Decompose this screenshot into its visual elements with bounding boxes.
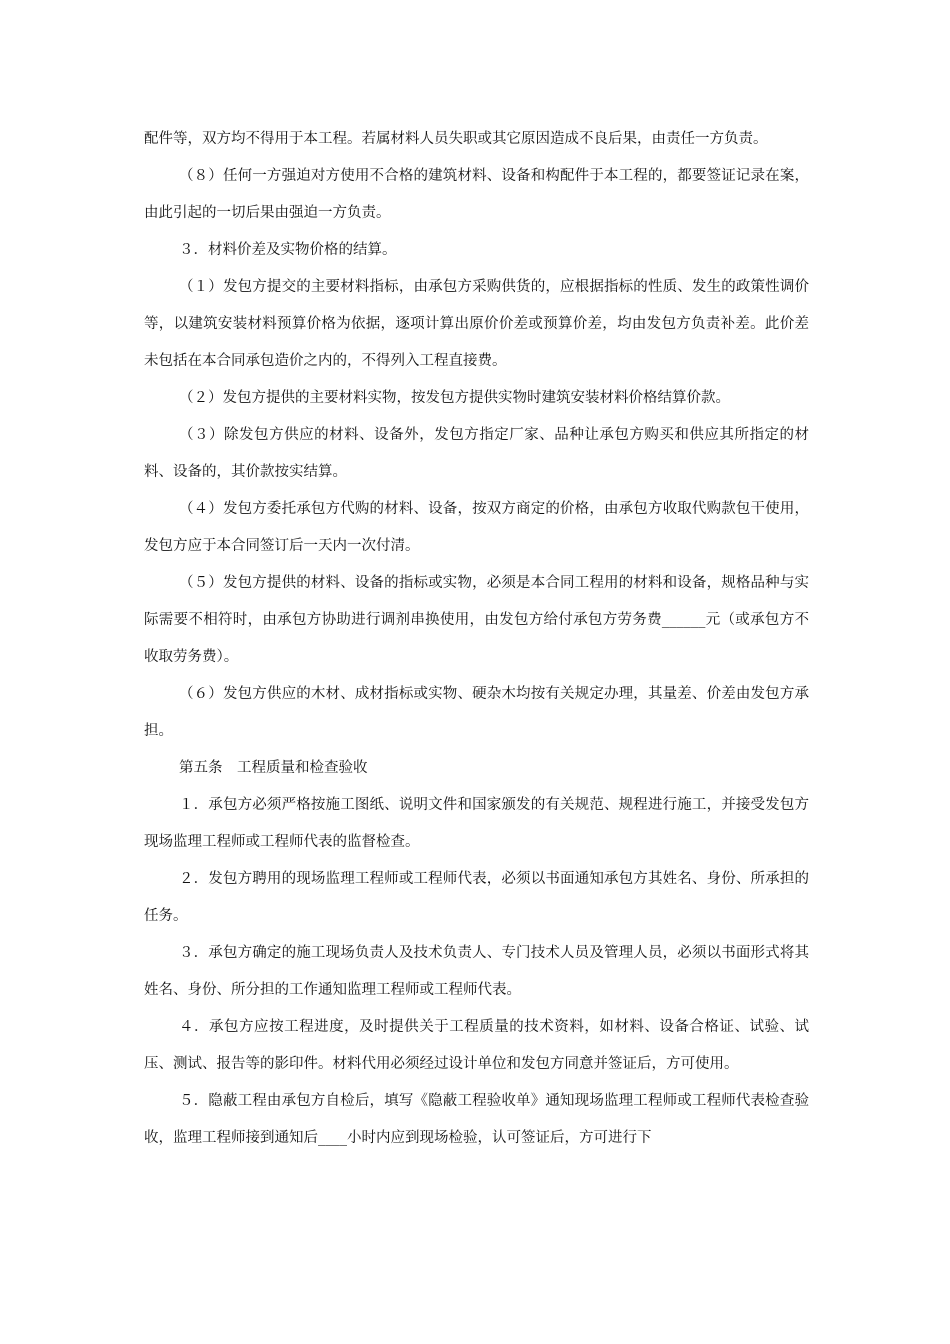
paragraph-item-4: （４）发包方委托承包方代购的材料、设备，按双方商定的价格，由承包方收取代购款包干使用，发包方应于本合同签订后一天内一次付清。 bbox=[144, 501, 809, 554]
clause-5: ５．隐蔽工程由承包方自检后，填写《隐蔽工程验收单》通知现场监理工程师或工程师代表检查验收，监理工程师接到通知后____小时内应到现场检验，认可签证后，方可进行下 bbox=[144, 1093, 809, 1146]
paragraph-1: 配件等，双方均不得用于本工程。若属材料人员失职或其它原因造成不良后果，由责任一方负责。 bbox=[144, 131, 768, 147]
clause-1: １．承包方必须严格按施工图纸、说明文件和国家颁发的有关规范、规程进行施工，并接受发包方现场监理工程师或工程师代表的监督检查。 bbox=[144, 797, 809, 850]
article-heading-5: 第五条 工程质量和检查验收 bbox=[179, 760, 368, 776]
paragraph-item-1: （１）发包方提交的主要材料指标，由承包方采购供货的，应根据指标的性质、发生的政策性调价等，以建筑安装材料预算价格为依据，逐项计算出原价价差或预算价差，均由发包方负责补差。此价差未包括在本合同承包造价之内的，不得列入工程直接费。 bbox=[144, 279, 809, 369]
document-body bbox=[144, 121, 809, 1157]
paragraph-item-5: （５）发包方提供的材料、设备的指标或实物，必须是本合同工程用的材料和设备，规格品种与实际需要不相符时，由承包方协助进行调剂串换使用，由发包方给付承包方劳务费______元（或承包方不收取劳务费）。 bbox=[144, 575, 809, 665]
paragraph-item-8: （８）任何一方强迫对方使用不合格的建筑材料、设备和构配件于本工程的，都要签证记录在案，由此引起的一切后果由强迫一方负责。 bbox=[144, 168, 809, 221]
paragraph-item-3: （３）除发包方供应的材料、设备外，发包方指定厂家、品种让承包方购买和供应其所指定的材料、设备的，其价款按实结算。 bbox=[144, 427, 809, 480]
clause-4: ４．承包方应按工程进度，及时提供关于工程质量的技术资料，如材料、设备合格证、试验、试压、测试、报告等的影印件。材料代用必须经过设计单位和发包方同意并签证后，方可使用。 bbox=[144, 1019, 809, 1072]
clause-3: ３．承包方确定的施工现场负责人及技术负责人、专门技术人员及管理人员，必须以书面形式将其姓名、身份、所分担的工作通知监理工程师或工程师代表。 bbox=[144, 945, 809, 998]
paragraph-item-2: （２）发包方提供的主要材料实物，按发包方提供实物时建筑安装材料价格结算价款。 bbox=[179, 390, 730, 406]
clause-2: ２．发包方聘用的现场监理工程师或工程师代表，必须以书面通知承包方其姓名、身份、所承担的任务。 bbox=[144, 871, 809, 924]
paragraph-item-6: （６）发包方供应的木材、成材指标或实物、硬杂木均按有关规定办理，其量差、价差由发包方承担。 bbox=[144, 686, 809, 739]
section-heading-3: ３．材料价差及实物价格的结算。 bbox=[179, 242, 397, 258]
